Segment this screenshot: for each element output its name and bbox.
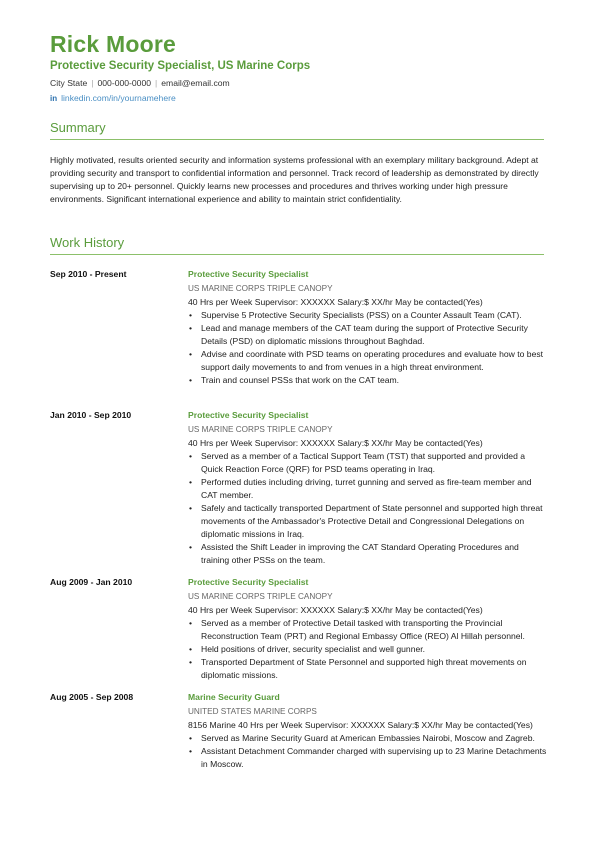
job-bullet: • Lead and manage members of the CAT team during the support of Protective Security Details (PSD) on diplomatic missions throughout Baghdad. xyxy=(201,322,548,348)
job-company: UNITED STATES MARINE CORPS xyxy=(188,707,317,716)
job-body xyxy=(188,409,548,567)
job-bullets xyxy=(188,309,548,387)
job-body xyxy=(188,268,548,387)
linkedin-line[interactable] xyxy=(50,92,176,105)
job-bullet: • Assistant Detachment Commander charged with supervising up to 23 Marine Detachments in Moscow. xyxy=(201,745,548,771)
job-company: US MARINE CORPS TRIPLE CANOPY xyxy=(188,425,333,434)
job-date: Jan 2010 - Sep 2010 xyxy=(50,410,132,420)
job-info: 40 Hrs per Week Supervisor: XXXXXX Salary:$ XX/hr May be contacted(Yes) xyxy=(188,605,483,615)
job-bullets xyxy=(188,617,548,682)
job-info: 40 Hrs per Week Supervisor: XXXXXX Salary:$ XX/hr May be contacted(Yes) xyxy=(188,297,483,307)
summary-heading: Summary xyxy=(50,120,106,135)
job-bullet: • Train and counsel PSSs that work on the CAT team. xyxy=(201,374,548,387)
work-history-heading: Work History xyxy=(50,235,125,250)
job-bullet: • Held positions of driver, security specialist and well gunner. xyxy=(201,643,548,656)
job-bullets xyxy=(188,450,548,567)
separator: | xyxy=(155,78,158,88)
job-bullet: • Advise and coordinate with PSD teams on operating procedures and evaluate how to best support daily movements to and from venues in a high threat environment. xyxy=(201,348,548,374)
work-history-divider xyxy=(50,254,544,255)
job-title: Protective Security Specialist xyxy=(188,410,309,420)
job-date: Aug 2009 - Jan 2010 xyxy=(50,577,133,587)
phone: 000-000-0000 xyxy=(97,78,152,88)
job-info: 40 Hrs per Week Supervisor: XXXXXX Salary:$ XX/hr May be contacted(Yes) xyxy=(188,438,483,448)
job-company: US MARINE CORPS TRIPLE CANOPY xyxy=(188,284,333,293)
job-bullet: • Safely and tactically transported Department of State personnel and supported high threat movements of the Ambassador's Protective Detail and Congressional Delegations on diplomatic missions in Iraq. xyxy=(201,502,548,541)
separator: | xyxy=(91,78,94,88)
linkedin-icon: in xyxy=(50,94,58,103)
candidate-title: Protective Security Specialist, US Marine Corps xyxy=(50,60,311,72)
job-bullet: • Assisted the Shift Leader in improving the CAT Standard Operating Procedures and training other PSSs on the team. xyxy=(201,541,548,567)
job-bullet: • Performed duties including driving, turret gunning and served as fire-team member and CAT member. xyxy=(201,476,548,502)
email[interactable]: email@email.com xyxy=(161,78,230,88)
job-info: 8156 Marine 40 Hrs per Week Supervisor: XXXXXX Salary:$ XX/hr May be contacted(Yes) xyxy=(188,720,533,730)
job-title: Protective Security Specialist xyxy=(188,577,309,587)
job-bullet: • Served as a member of Protective Detail tasked with transporting the Provincial Reconstruction Team (PRT) and Regional Embassy Office (REO) Al Hillah personnel. xyxy=(201,617,548,643)
job-body xyxy=(188,691,548,771)
summary-divider xyxy=(50,139,544,140)
job-title: Marine Security Guard xyxy=(188,692,280,702)
job-bullets xyxy=(188,732,548,771)
job-date: Sep 2010 - Present xyxy=(50,269,127,279)
job-title: Protective Security Specialist xyxy=(188,269,309,279)
contact-line xyxy=(50,77,230,89)
job-bullet: • Transported Department of State Personnel and supported high threat movements on diplomatic missions. xyxy=(201,656,548,682)
job-company: US MARINE CORPS TRIPLE CANOPY xyxy=(188,592,333,601)
job-bullet: • Supervise 5 Protective Security Specialists (PSS) on a Counter Assault Team (CAT). xyxy=(201,309,548,322)
job-body xyxy=(188,576,548,682)
job-bullet: • Served as a member of a Tactical Support Team (TST) that supported and provided a Quick Reaction Force (QRF) for PSD teams operating in Iraq. xyxy=(201,450,548,476)
location: City State xyxy=(50,78,88,88)
summary-text: Highly motivated, results oriented security and information systems professional with an exemplary military background. Adept at providing security and transport to confidential information and personnel. Track record of leadership as demonstrated by directly supervising up to 20+ personnel. Quickly learns new processes and procedures and thrives working under high pressure environments. Significant international experience and ability to maintain strict confidentiality. xyxy=(50,155,539,204)
linkedin-link[interactable]: linkedin.com/in/yournamehere xyxy=(61,93,176,103)
job-date: Aug 2005 - Sep 2008 xyxy=(50,692,134,702)
candidate-name: Rick Moore xyxy=(50,31,176,57)
job-bullet: • Served as Marine Security Guard at American Embassies Nairobi, Moscow and Zagreb. xyxy=(201,732,548,745)
